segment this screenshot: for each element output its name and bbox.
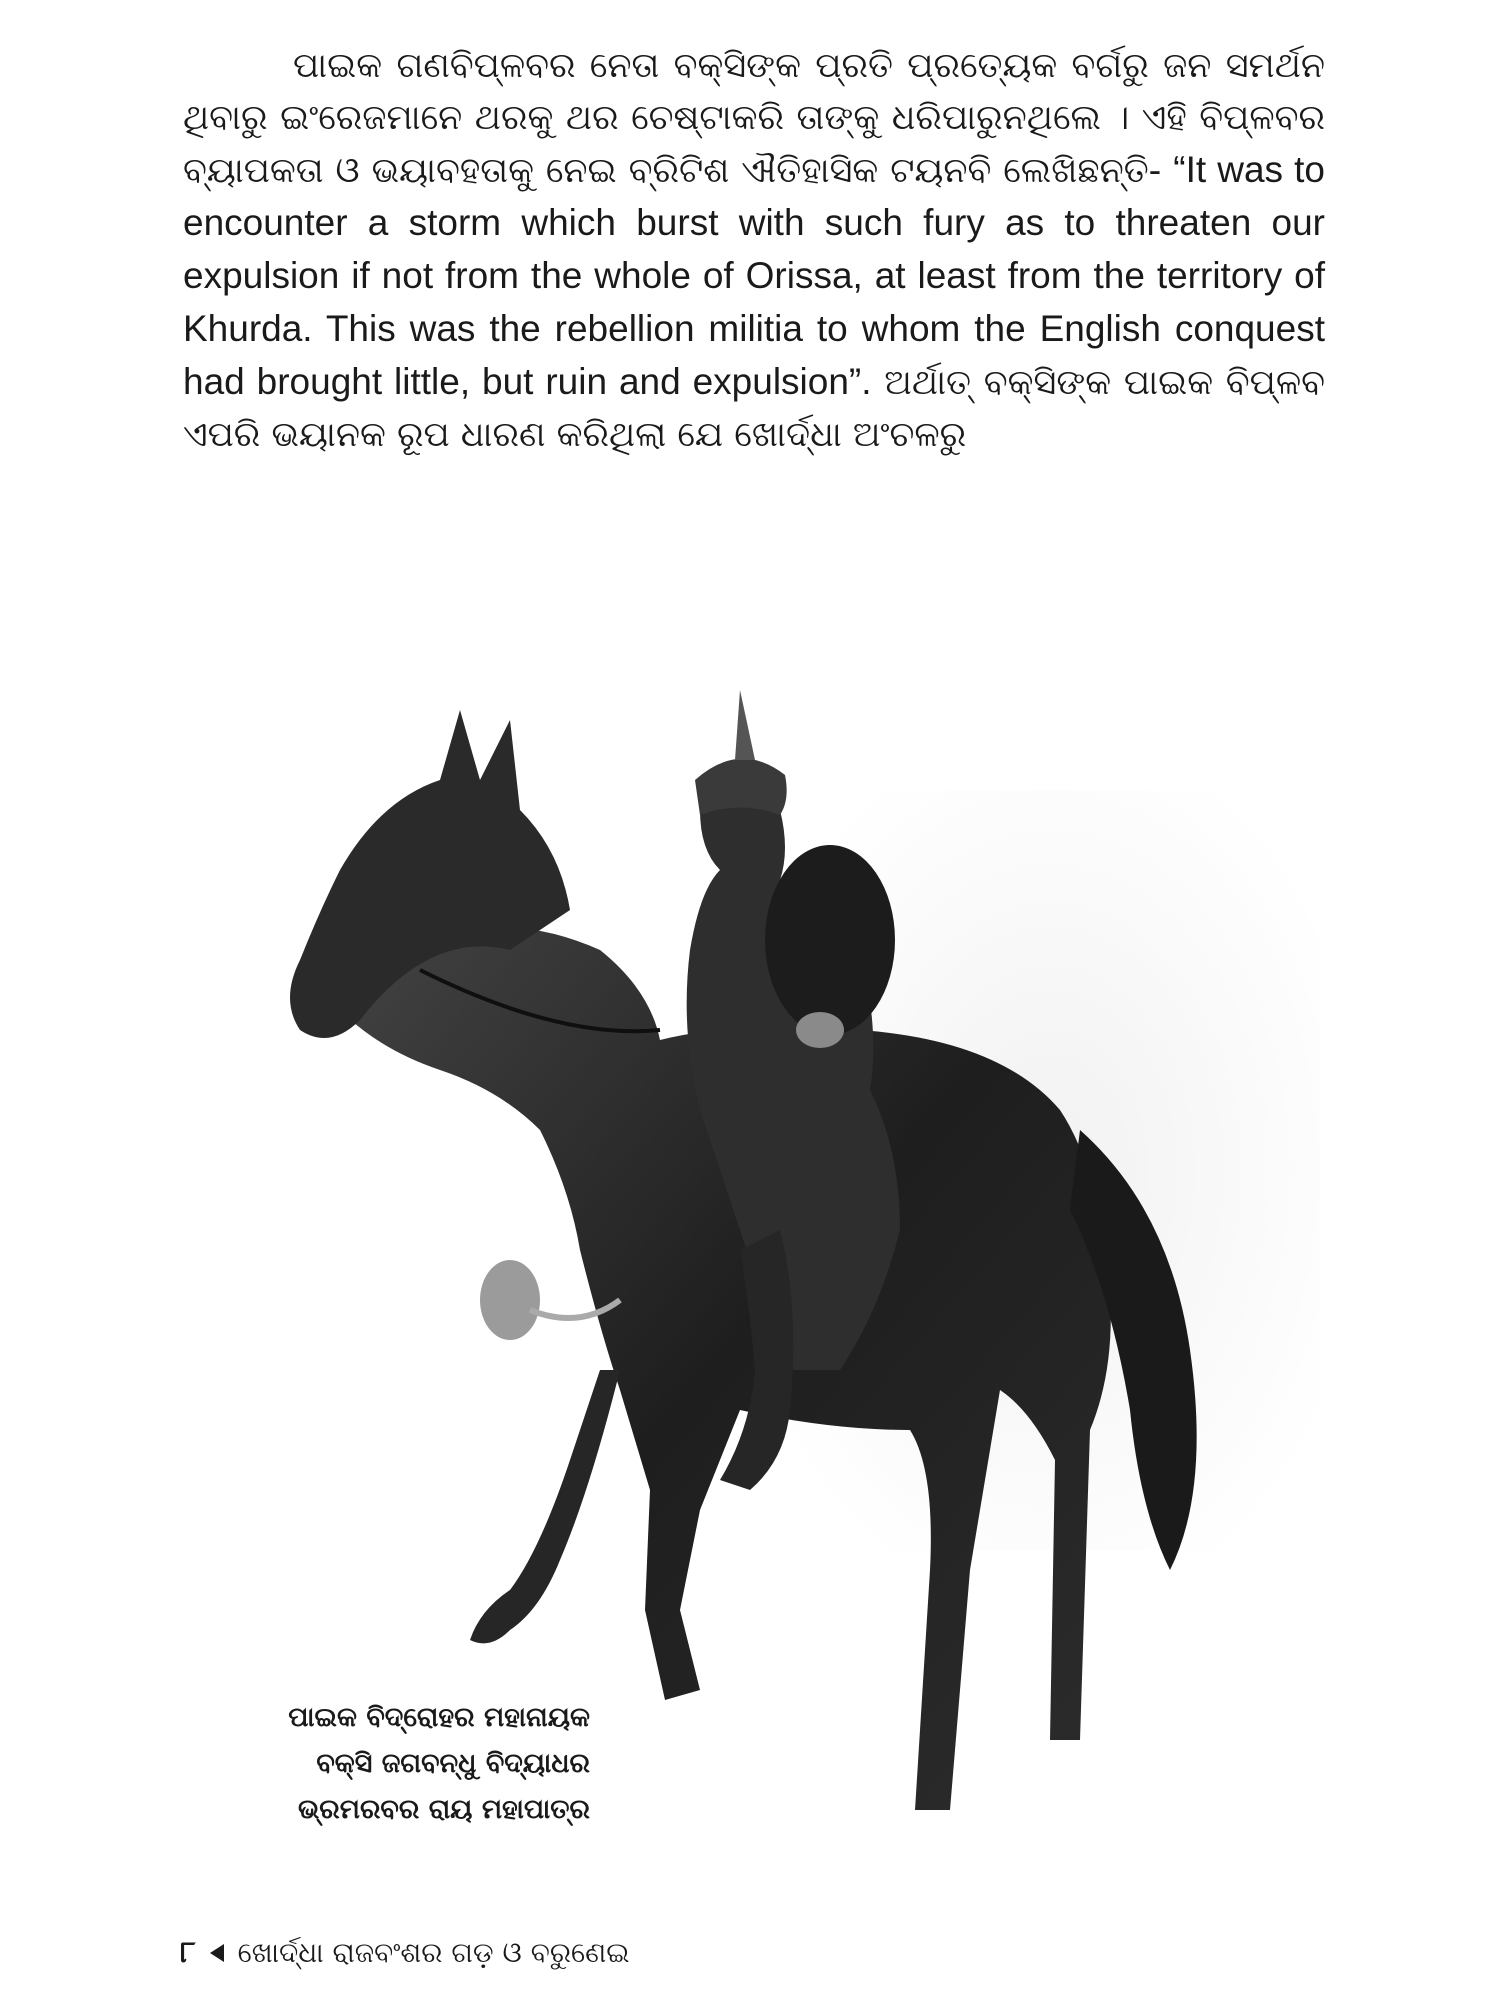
odia-intro-text: ପାଇକ ଗଣବିପ୍ଳବର ନେତା ବକ୍ସିଙ୍କ ପ୍ରତି ପ୍ରତ୍ୟେକ ବର୍ଗରୁ ଜନ ସମର୍ଥନ ଥିବାରୁ ଇଂରେଜମାନେ ଥରକୁ ଥର ଚେଷ୍ଟାକରି ତାଙ୍କୁ ଧରିପାରୁନଥିଲେ । ଏହି ବିପ୍ଳବର ବ୍ୟାପକତା ଓ ଭୟାବହତାକୁ ନେଇ ବ୍ରିଟିଶ ଐତିହାସିକ ଟୟନବି ଲେଖିଛନ୍ତି- — [183, 46, 1325, 191]
caption-line: ପାଇକ ବିଦ୍ରୋହର ମହାନାୟକ — [288, 1702, 590, 1733]
caption-line: ବକ୍ସି ଜଗବନ୍ଧୁ ବିଦ୍ୟାଧର — [316, 1748, 590, 1779]
page-number: ୮ — [180, 1935, 196, 1970]
page-footer — [180, 1935, 630, 1970]
odia-continuation-text: ଅର୍ଥାତ୍ ବକ୍ସିଙ୍କ ପାଇକ ବିପ୍ଳବ ଏପରି ଭୟାନକ ରୂପ ଧାରଣ କରିଥିଲା ଯେ ଖୋର୍ଦ୍ଧା ଅଂଚଳରୁ — [183, 363, 1325, 455]
triangle-left-icon — [210, 1944, 224, 1962]
english-quote: “It was to encounter a storm which burst with such fury as to threaten our expulsion if not from the whole of Orissa, at least from the territory of Khurda. This was the rebellion militia to whom the English conquest had brought little, but ruin and expulsion”. — [183, 149, 1325, 402]
caption-line: ଭ୍ରମରବର ରାୟ ମହାପାତ୍ର — [298, 1794, 590, 1825]
body-text — [183, 40, 1325, 461]
figure-caption — [200, 1695, 590, 1833]
body-paragraph — [183, 40, 1325, 461]
book-title: ଖୋର୍ଦ୍ଧା ରାଜବଂଶର ଗଡ଼ ଓ ବରୁଣେଇ — [237, 1935, 630, 1969]
